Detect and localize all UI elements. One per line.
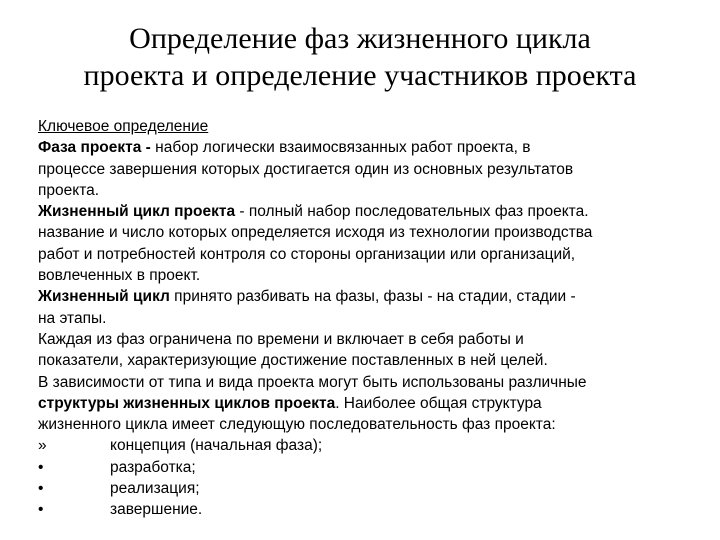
structure-text: . Наиболее общая структура: [335, 394, 542, 412]
phase-list-item: [38, 435, 698, 456]
lifecycle-term: Жизненный цикл проекта: [38, 203, 236, 221]
phase-limits-line-1: Каждая из фаз ограничена по времени и включает в себя работы и: [38, 330, 524, 348]
lifecycle-definition-line-4: вовлеченных в проект.: [38, 267, 201, 285]
phase-list-item: [38, 457, 698, 478]
phase-list-item: [38, 478, 698, 499]
lifecycle-definition-line-3: работ и потребностей контроля со стороны организации или организаций,: [38, 245, 576, 263]
lifecycle-definition-line-1: [38, 201, 698, 222]
slide-title: [20, 20, 700, 94]
phase-limits-line-2: показатели, характеризующие достижение поставленных в ней целей.: [38, 352, 548, 370]
phase-definition-text: набор логически взаимосвязанных работ проекта, в: [155, 139, 531, 157]
bullet-icon: •: [38, 458, 44, 476]
key-definition-label: Ключевое определение: [38, 118, 209, 135]
phase-definition-line-3: проекта.: [38, 181, 100, 199]
phase-list-item-text: концепция (начальная фаза);: [110, 437, 323, 455]
lifecycle-split-line-1: [38, 286, 698, 307]
lifecycle-definition-text: полный набор последовательных фаз проекта.: [248, 203, 589, 221]
lifecycle-split-term: Жизненный цикл: [38, 288, 170, 306]
phase-list-item: [38, 499, 698, 520]
structure-line-1: В зависимости от типа и вида проекта могут быть использованы различные: [38, 373, 587, 391]
slide-body: [38, 116, 698, 521]
phase-list-item-text: разработка;: [110, 458, 196, 476]
lifecycle-term-separator: -: [235, 203, 249, 221]
bullet-icon: •: [38, 501, 44, 519]
lifecycle-split-line-2: на этапы.: [38, 309, 107, 327]
structure-term: структуры жизненных циклов проекта: [38, 394, 336, 412]
phase-definition-line-1: [38, 137, 698, 158]
phase-term: Фаза проекта: [38, 139, 142, 157]
bullet-icon: •: [38, 480, 44, 498]
slide-title-line-1: Определение фаз жизненного цикла: [129, 22, 591, 55]
phase-list-item-text: завершение.: [110, 501, 203, 519]
phase-list-item-text: реализация;: [110, 480, 200, 498]
structure-line-2: [38, 393, 698, 414]
slide-title-line-2: проекта и определение участников проекта: [83, 59, 637, 92]
structure-line-3: жизненного цикла имеет следующую последовательность фаз проекта:: [38, 416, 556, 434]
lifecycle-split-text: принято разбивать на фазы, фазы - на стадии, стадии -: [169, 288, 576, 306]
phase-term-separator: -: [141, 139, 156, 157]
bullet-icon: »: [38, 437, 47, 455]
lifecycle-definition-line-2: название и число которых определяется исходя из технологии производства: [38, 224, 593, 242]
phase-definition-line-2: процессе завершения которых достигается один из основных результатов: [38, 160, 574, 178]
